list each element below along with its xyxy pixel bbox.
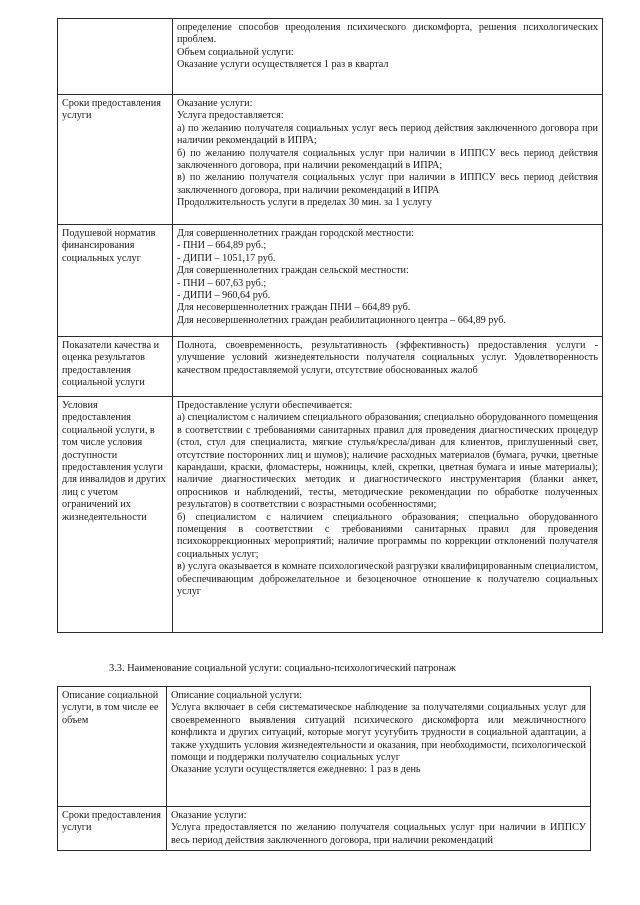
text-line: Для несовершеннолетних граждан ПНИ – 664,89 руб. bbox=[177, 302, 411, 314]
row-content bbox=[173, 337, 603, 397]
row-label: Показатели качества и оценка результатов предоставления социальной услуги bbox=[58, 337, 173, 397]
text-line: - ДИПИ – 1051,17 руб. bbox=[177, 252, 276, 264]
row-label: Описание социальной услуги, в том числе ее объем bbox=[58, 687, 167, 807]
text-line: Оказание услуги осуществляется ежедневно: 1 раз в день bbox=[171, 764, 421, 776]
text-line: Предоставление услуги обеспечивается: bbox=[177, 400, 353, 411]
text-line: Полнота, своевременность, результативность (эффективность) предоставления услуги - улучшение условий жизнедеятельности получателя социальных услуг. Удовлетворенность качеством предоставляемой услуги, отсутствие обоснованных жалоб bbox=[177, 340, 598, 376]
row-content bbox=[173, 19, 603, 95]
text-line: в) по желанию получателя социальных услуг при наличии в ИППСУ весь период действия заключенного договора, при наличии рекомендаций в ИПРА bbox=[177, 172, 598, 196]
row-content bbox=[167, 687, 591, 807]
patronage-service-table bbox=[57, 686, 591, 851]
table-row bbox=[58, 225, 603, 337]
row-content bbox=[173, 397, 603, 633]
table-row bbox=[58, 19, 603, 95]
text-line: Услуга предоставляется по желанию получателя социальных услуг при наличии в ИППСУ весь период действия заключенного договора, при наличии рекомендаций bbox=[171, 822, 586, 846]
text-line: б) по желанию получателя социальных услуг при наличии в ИППСУ весь период действия заключенного договора, при наличии рекомендаций в ИПРА; bbox=[177, 147, 598, 172]
row-content bbox=[173, 225, 603, 337]
services-table-continued bbox=[57, 18, 603, 633]
text-line: - ПНИ – 664,89 руб.; bbox=[177, 240, 267, 252]
row-label: Сроки предоставления услуги bbox=[58, 95, 173, 225]
text-line: Услуга включает в себя систематическое наблюдение за получателями социальных услуг для своевременного выявления ситуаций психического дискомфорта или межличностного конфликта и других ситуаций, которые могут усугубить трудности в социальной адаптации, а также ухудшить условия жизнедеятельности и оказания, при необходимости, психологической помощи и поддержки получателю социальных услуг bbox=[171, 702, 586, 764]
text-line: - ПНИ – 607,63 руб.; bbox=[177, 277, 267, 289]
row-content bbox=[173, 95, 603, 225]
section-heading: 3.3. Наименование социальной услуги: социально-психологический патронаж bbox=[109, 663, 456, 674]
text-line: Для несовершеннолетних граждан реабилитационного центра – 664,89 руб. bbox=[177, 314, 506, 326]
text-line: Услуга предоставляется: bbox=[177, 110, 284, 122]
table-row bbox=[58, 95, 603, 225]
table-row bbox=[58, 807, 591, 851]
table-row bbox=[58, 337, 603, 397]
text-line: а) по желанию получателя социальных услуг весь период действия заключенного договора при наличии рекомендаций в ИПРА; bbox=[177, 122, 598, 147]
text-line: Оказание услуги: bbox=[171, 810, 247, 821]
table-row bbox=[58, 397, 603, 633]
text-line: Продолжительность услуги в пределах 30 мин. за 1 услугу bbox=[177, 197, 432, 209]
text-line: б) специалистом с наличием специального образования; специально оборудованного помещения в соответствии с требованиями санитарных правил для проведения психокоррекционных мероприятий; наличие программы по коррекции отклонений получателя социальных услуг; bbox=[177, 511, 598, 560]
text-line: в) услуга оказывается в комнате психологической разгрузки квалифицированным специалистом, обеспечивающим доброжелательное и безоценочное отношение к получателю социальных услуг bbox=[177, 561, 598, 598]
text-line: Описание социальной услуги: bbox=[171, 690, 303, 701]
row-label: Подушевой норматив финансирования социальных услуг bbox=[58, 225, 173, 337]
text-line: - ДИПИ – 960,64 руб. bbox=[177, 290, 271, 302]
text-line: определение способов преодоления психического дискомфорта, решения психологических проблем. bbox=[177, 22, 598, 46]
text-line: Объем социальной услуги: bbox=[177, 46, 294, 58]
row-content bbox=[167, 807, 591, 851]
text-line: Для совершеннолетних граждан городской местности: bbox=[177, 228, 415, 239]
row-label: Условия предоставления социальной услуги, в том числе условия доступности предоставления услуги для инвалидов и других лиц с учетом ограничений их жизнедеятельности bbox=[58, 397, 173, 633]
row-label bbox=[58, 19, 173, 95]
text-line: а) специалистом с наличием специального образования; специально оборудованного помещения в соответствии с требованиями санитарных правил для проведения диагностических процедур (стол, стул для специалиста, мягкие стулья/кресла/диван для клиентов, приглушенный свет, отсутствие посторонних лиц и шумов); наличие расходных материалов (бумага, ручки, цветные карандаши, краски, фломастеры, ножницы, клей, скрепки, цветная бумага и иные материалы); наличие диагностических методик и диагностического инструментария (бланки анкет, опросников и наблюдений, тесты, методические рекомендации по обработке полученных результатов) в соответствии с возрастными особенностями; bbox=[177, 412, 598, 511]
text-line: Оказание услуги: bbox=[177, 98, 253, 109]
text-line: Оказание услуги осуществляется 1 раз в квартал bbox=[177, 59, 389, 71]
row-label: Сроки предоставления услуги bbox=[58, 807, 167, 851]
table-row bbox=[58, 687, 591, 807]
text-line: Для совершеннолетних граждан сельской местности: bbox=[177, 265, 409, 277]
